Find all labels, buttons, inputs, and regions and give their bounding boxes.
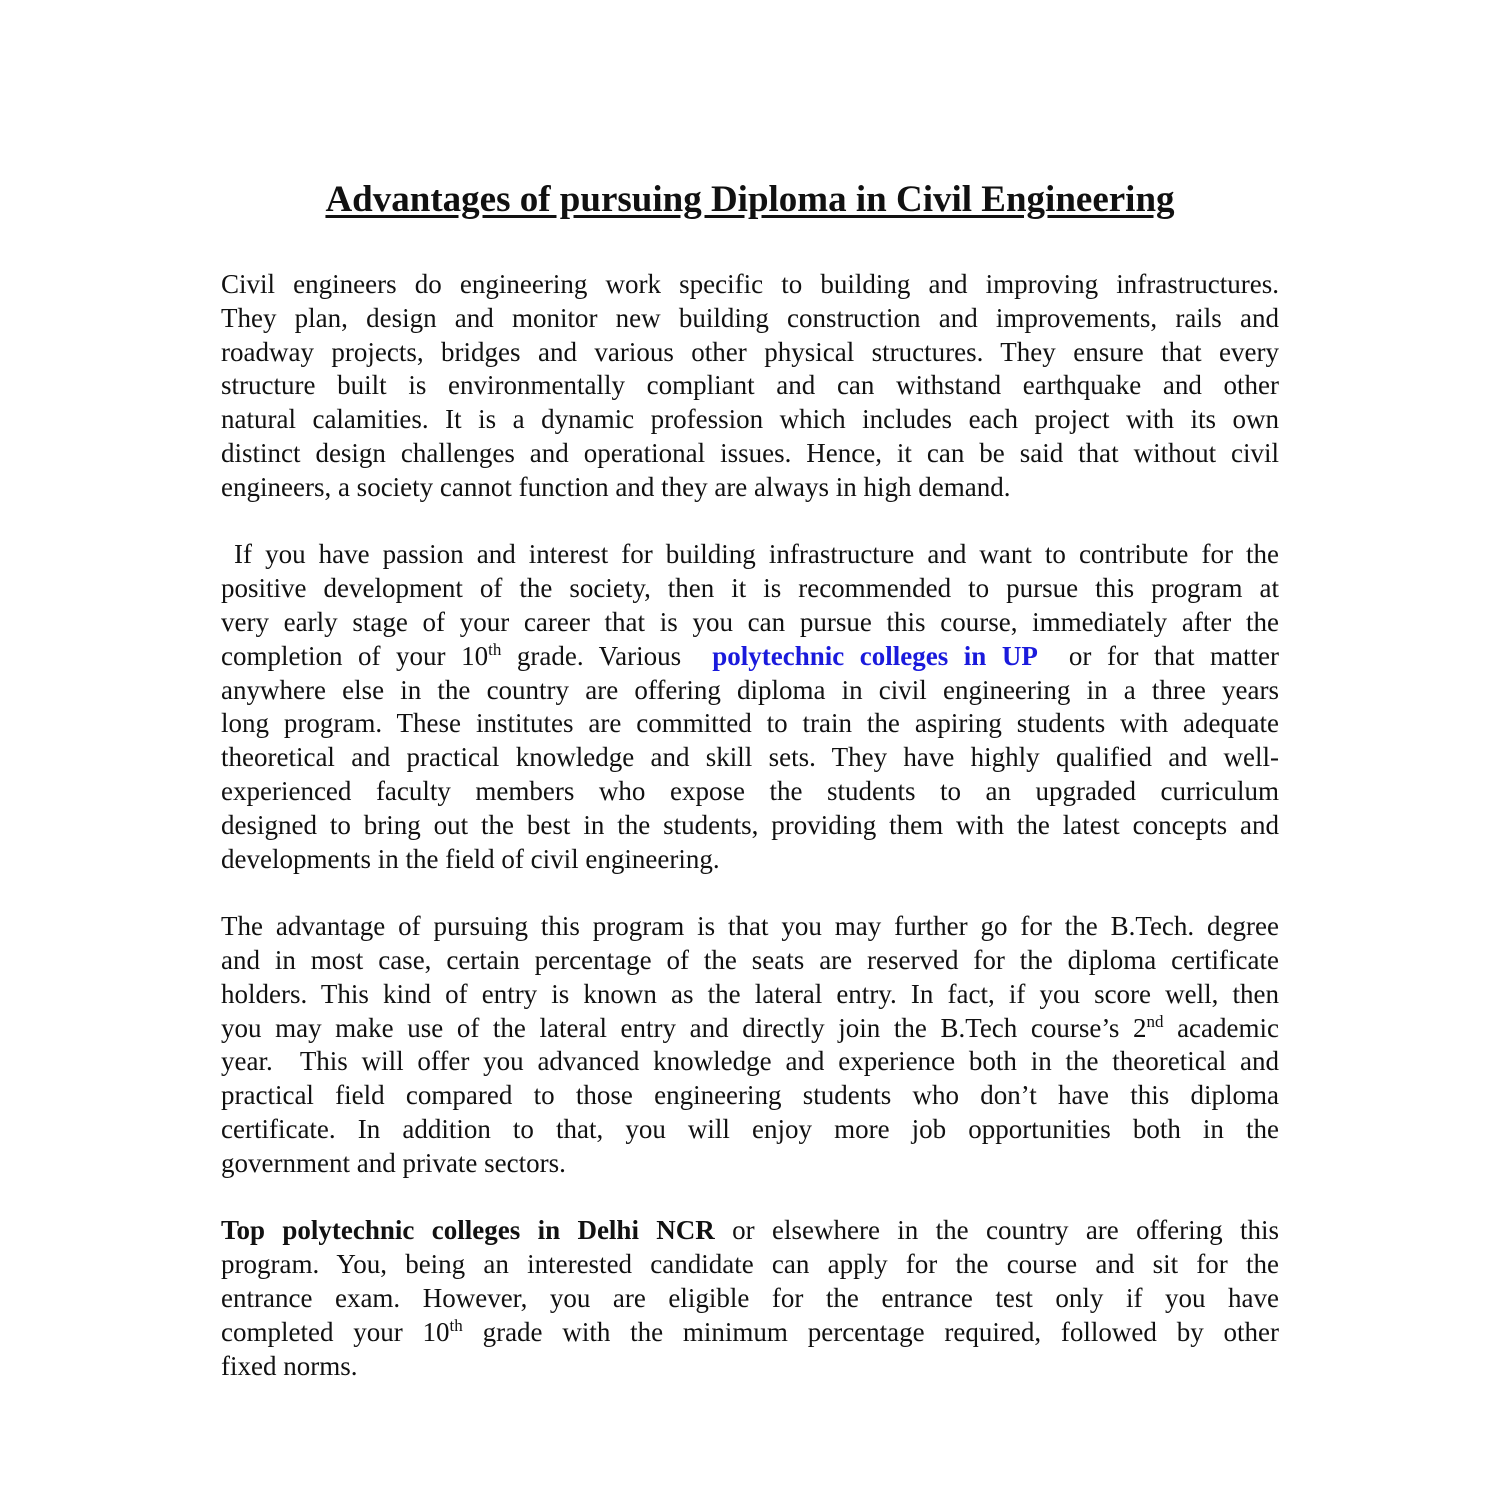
text-segment: engineers, a society cannot function and they are always in high demand. (221, 471, 1011, 502)
text-segment: completed your 10 (221, 1316, 450, 1347)
text-segment: experienced faculty members who expose the students to an upgraded curriculum (221, 775, 1279, 806)
text-line (221, 1350, 1279, 1384)
text-line (221, 336, 1279, 370)
text-segment: entrance exam. However, you are eligible for the entrance test only if you have (221, 1282, 1279, 1313)
text-line (221, 674, 1279, 708)
text-line (221, 1316, 1279, 1350)
text-line (221, 978, 1279, 1012)
text-line (221, 268, 1279, 302)
text-line (221, 707, 1279, 741)
superscript: th (449, 1315, 463, 1335)
text-segment: grade with the minimum percentage required, followed by other (462, 1316, 1279, 1347)
text-line (221, 369, 1279, 403)
text-segment: very early stage of your career that is you can pursue this course, immediately after the (221, 606, 1279, 637)
text-segment: practical field compared to those engineering students who don’t have this diploma (221, 1080, 1279, 1111)
text-line (221, 843, 1279, 877)
text-segment: structure built is environmentally compliant and can withstand earthquake and other (221, 370, 1279, 401)
text-segment: fixed norms. (221, 1350, 358, 1381)
text-line (221, 1079, 1279, 1113)
text-line (221, 1147, 1279, 1181)
text-line (221, 944, 1279, 978)
text-segment: holders. This kind of entry is known as the lateral entry. In fact, if you score well, then (221, 978, 1279, 1009)
text-segment: natural calamities. It is a dynamic profession which includes each project with its own (221, 404, 1279, 435)
text-line (221, 302, 1279, 336)
text-segment: roadway projects, bridges and various other physical structures. They ensure that every (221, 336, 1279, 367)
document-title: Advantages of pursuing Diploma in Civil Engineering (325, 179, 1175, 220)
text-line (221, 437, 1279, 471)
text-line (221, 1282, 1279, 1316)
text-segment: distinct design challenges and operational issues. Hence, it can be said that without civil (221, 437, 1279, 468)
paragraph (221, 910, 1279, 1180)
paragraph (221, 1214, 1279, 1383)
text-segment: government and private sectors. (221, 1147, 566, 1178)
text-line (221, 572, 1279, 606)
text-line (221, 809, 1279, 843)
paragraph-gap (221, 1181, 1279, 1215)
text-line (221, 1045, 1279, 1079)
paragraph-gap (221, 876, 1279, 910)
text-segment: you may make use of the lateral entry and directly join the B.Tech course’s 2 (221, 1012, 1147, 1043)
paragraph (221, 268, 1279, 505)
text-line (221, 1012, 1279, 1046)
text-line (221, 606, 1279, 640)
text-line (221, 741, 1279, 775)
text-segment: or for that matter (1037, 640, 1279, 671)
text-segment: Civil engineers do engineering work specific to building and improving infrastructures. (221, 269, 1279, 299)
text-segment: They plan, design and monitor new building construction and improvements, rails and (221, 302, 1279, 333)
text-line (221, 538, 1279, 572)
polytechnic-colleges-link[interactable]: polytechnic colleges in UP (712, 640, 1038, 671)
superscript: th (488, 639, 502, 659)
document-body (221, 268, 1279, 1383)
paragraph (221, 538, 1279, 876)
text-line (221, 403, 1279, 437)
superscript: nd (1146, 1011, 1164, 1031)
text-segment: or elsewhere in the country are offering this (714, 1215, 1279, 1246)
text-segment: and in most case, certain percentage of the seats are reserved for the diploma certificate (221, 944, 1279, 975)
text-segment: academic (1163, 1012, 1279, 1043)
text-segment: grade. Various (501, 640, 713, 671)
text-segment: anywhere else in the country are offering diploma in civil engineering in a three years (221, 674, 1279, 705)
text-line (221, 471, 1279, 505)
text-segment: theoretical and practical knowledge and skill sets. They have highly qualified and well- (221, 742, 1279, 773)
text-segment: completion of your 10 (221, 640, 489, 671)
text-segment: developments in the field of civil engineering. (221, 843, 720, 874)
text-line (221, 1113, 1279, 1147)
text-line (221, 1214, 1279, 1248)
paragraph-gap (221, 505, 1279, 539)
text-segment: program. You, being an interested candidate can apply for the course and sit for the (221, 1249, 1279, 1280)
text-line (221, 640, 1279, 674)
text-segment: certificate. In addition to that, you will enjoy more job opportunities both in the (221, 1113, 1279, 1144)
text-segment: year. This will offer you advanced knowledge and experience both in the theoretical and (221, 1046, 1279, 1077)
bold-text: Top polytechnic colleges in Delhi NCR (221, 1215, 715, 1246)
text-segment: long program. These institutes are committed to train the aspiring students with adequate (221, 708, 1279, 739)
text-line (221, 1248, 1279, 1282)
text-line (221, 910, 1279, 944)
text-segment: The advantage of pursuing this program is that you may further go for the B.Tech. degree (221, 911, 1279, 942)
text-segment: designed to bring out the best in the students, providing them with the latest concepts and (221, 809, 1279, 840)
text-segment: positive development of the society, then it is recommended to pursue this program at (221, 573, 1279, 604)
text-segment: If you have passion and interest for building infrastructure and want to contribute for the (221, 539, 1279, 570)
text-line (221, 775, 1279, 809)
